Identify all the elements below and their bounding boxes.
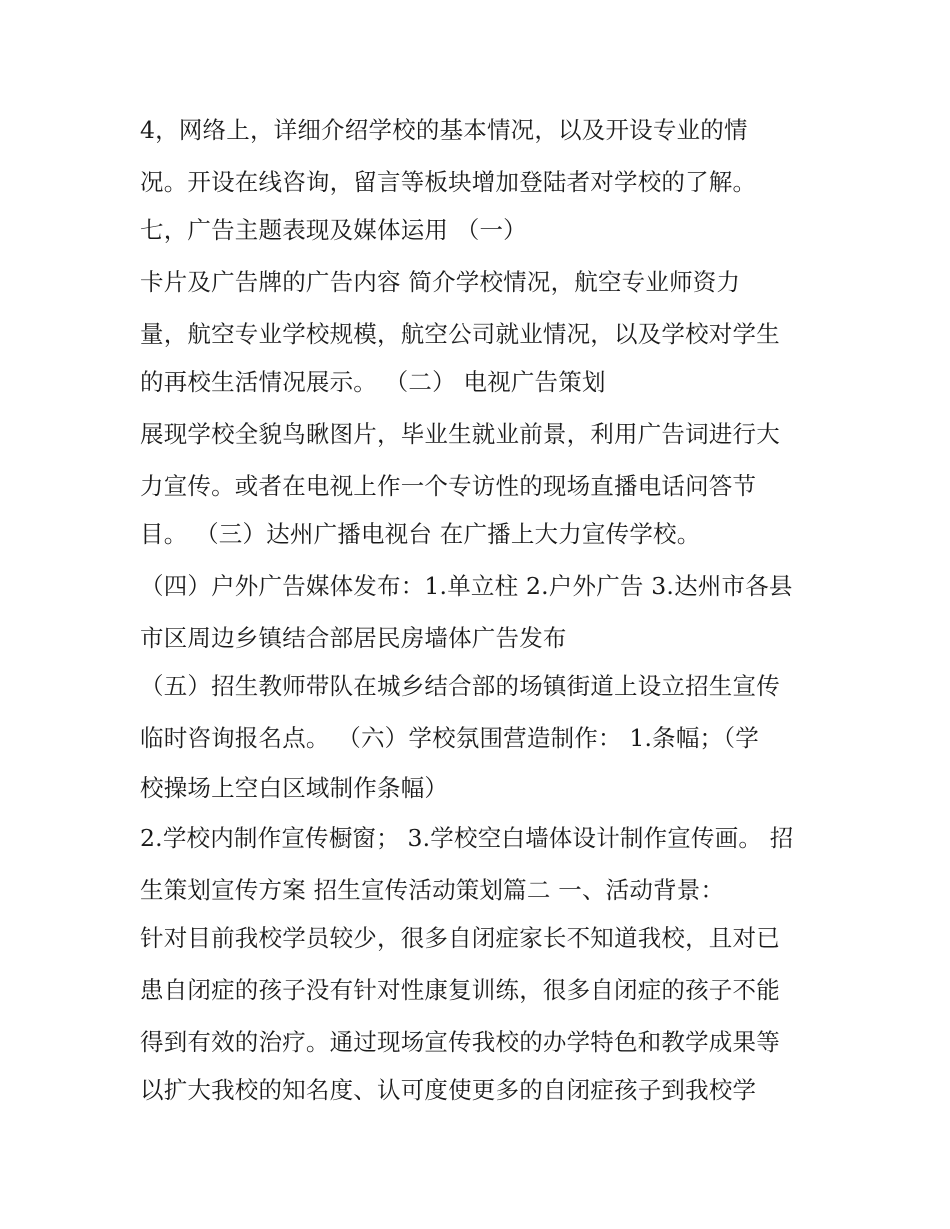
text-line: 的再校生活情况展示。 （二） 电视广告策划 bbox=[140, 368, 606, 396]
text-line: 针对目前我校学员较少，很多自闭症家长不知道我校，且对已 bbox=[140, 924, 780, 952]
text-line: 得到有效的治疗。通过现场宣传我校的办学特色和教学成果等 bbox=[140, 1028, 780, 1056]
text-line: 展现学校全貌鸟瞅图片，毕业生就业前景，利用广告词进行大 bbox=[140, 420, 780, 448]
text-line: （五）招生教师带队在城乡结合部的场镇街道上设立招生宣传 bbox=[140, 672, 780, 700]
text-line: 临时咨询报名点。 （六）学校氛围营造制作： 1.条幅；（学 bbox=[140, 724, 759, 752]
text-line: 生策划宣传方案 招生宣传活动策划篇二 一、活动背景： bbox=[140, 876, 725, 904]
text-line: 卡片及广告牌的广告内容 简介学校情况，航空专业师资力 bbox=[140, 268, 741, 296]
text-line: 2.学校内制作宣传橱窗； 3.学校空白墙体设计制作宣传画。 招 bbox=[140, 824, 794, 852]
text-line: （四）户外广告媒体发布：1.单立柱 2.户外广告 3.达州市各县 bbox=[140, 572, 793, 600]
text-line: 量，航空专业学校规模，航空公司就业情况，以及学校对学生 bbox=[140, 320, 780, 348]
text-line: 况。开设在线咨询，留言等板块增加登陆者对学校的了解。 bbox=[140, 168, 757, 196]
text-line: 校操场上空白区域制作条幅） bbox=[140, 774, 449, 802]
text-line: 目。 （三）达州广播电视台 在广播上大力宣传学校。 bbox=[140, 520, 701, 548]
text-line: 力宣传。或者在电视上作一个专访性的现场直播电话问答节 bbox=[140, 472, 757, 500]
text-line: 以扩大我校的知名度、认可度使更多的自闭症孩子到我校学 bbox=[140, 1076, 757, 1104]
text-line: 4，网络上，详细介绍学校的基本情况，以及开设专业的情 bbox=[140, 116, 748, 144]
text-line: 患自闭症的孩子没有针对性康复训练，很多自闭症的孩子不能 bbox=[140, 976, 780, 1004]
text-line: 市区周边乡镇结合部居民房墙体广告发布 bbox=[140, 624, 567, 652]
text-line: 七，广告主题表现及媒体运用 （一） bbox=[140, 216, 527, 244]
